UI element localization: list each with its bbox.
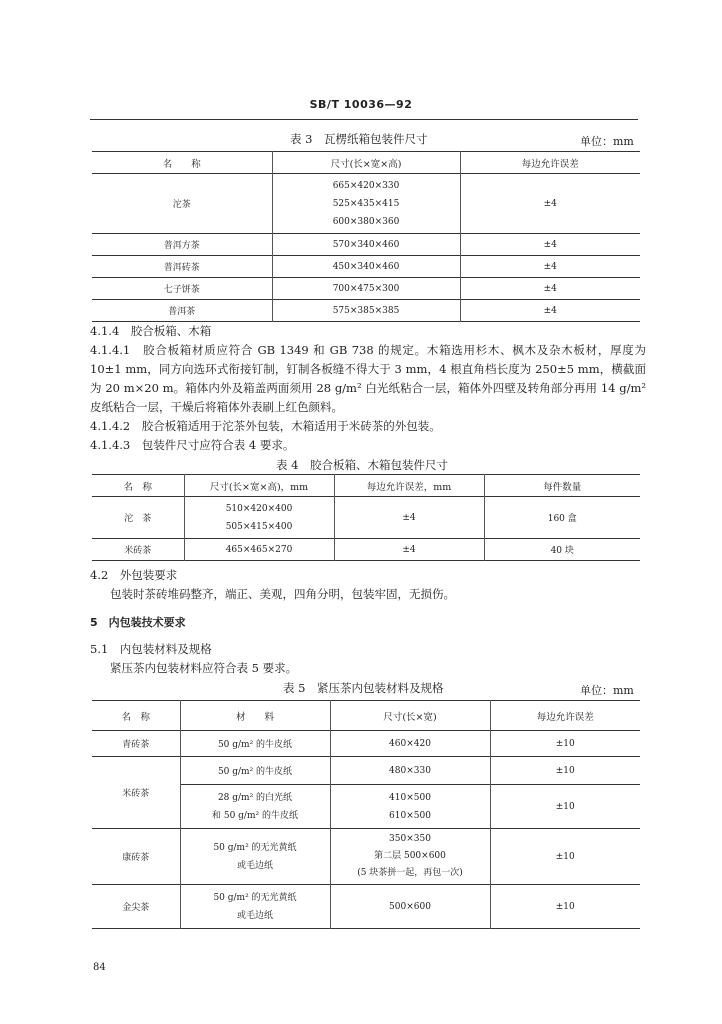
size-value: 665×420×330 (332, 180, 400, 191)
para-5-1: 紧压茶内包装材料应符合表 5 要求。 (110, 661, 298, 675)
row-name: 沱 茶 (92, 497, 184, 539)
col-header-name: 名 称 (92, 152, 272, 174)
para-4-1-4-3: 4.1.4.3 包装件尺寸应符合表 4 要求。 (90, 438, 295, 452)
col-header-name: 名 称 (92, 475, 184, 497)
size-value: 570×340×460 (272, 234, 460, 256)
material-line: 50 g/m² 的无光黄纸 (213, 892, 297, 903)
col-header-size: 尺寸(长×宽×高) (272, 152, 460, 174)
row-size (330, 785, 490, 829)
col-header-tolerance: 每边允许误差 (536, 711, 594, 723)
section-5-1: 5.1 内包装材料及规格 (90, 642, 212, 656)
table-row (92, 278, 640, 300)
size-value: 510×420×400 (225, 503, 293, 514)
material-line: 或毛边纸 (236, 910, 273, 921)
row-name: 沱茶 (92, 174, 272, 234)
material-line: 50 g/m² 的无光黄纸 (213, 842, 297, 853)
table-header-row (92, 475, 640, 497)
row-tolerance: ±4 (543, 305, 557, 316)
size-value: 450×340×460 (272, 256, 460, 278)
col-header-size: 尺寸(长×宽×高)，mm (184, 475, 334, 497)
size-value: 465×465×270 (184, 539, 334, 561)
table-row (92, 731, 640, 757)
table-row (92, 174, 640, 234)
row-material (180, 829, 330, 885)
row-tolerance: ±10 (555, 765, 575, 776)
para-4-1-4-2: 4.1.4.2 胶合板箱适用于沱茶外包装，木箱适用于米砖茶的外包装。 (90, 419, 441, 433)
col-header-tolerance: 每边允许误差 (521, 158, 579, 170)
table3-caption: 表 3 瓦楞纸箱包装件尺寸 (290, 132, 428, 146)
standard-header: SB/T 10036—92 (309, 98, 413, 111)
row-name: 普洱方茶 (92, 234, 272, 256)
col-header-name: 名 称 (92, 701, 180, 731)
row-tolerance: ±4 (334, 539, 484, 561)
table5 (92, 700, 640, 929)
page-number: 84 (93, 962, 106, 973)
section-5: 5 内包装技术要求 (90, 616, 186, 629)
row-name: 普洱砖茶 (92, 256, 272, 278)
row-tolerance: ±10 (555, 851, 575, 862)
material-line: 和 50 g/m² 的牛皮纸 (212, 810, 298, 821)
row-size: 500×600 (330, 885, 490, 929)
table-row (92, 885, 640, 929)
header-rule (90, 119, 638, 120)
row-tolerance: ±10 (555, 801, 575, 812)
para-4-1-4-1: 4.1.4.1 胶合板箱材质应符合 GB 1349 和 GB 738 的规定。木箱选用杉木、枫木及杂木板材，厚度为 10±1 mm，同方向选环式衔接钉制，钉制各板缝不得大于 3 mm，4 根直角档长度为 250±5 mm，横截面为 20 m×20 m。箱体内外及箱盖两面须用 28 g/m² 白光纸粘合一层，箱体外四壁及转角部分再用 14 g/m² 皮纸粘合一层，干燥后将箱体外表刷上红色颜料。 (90, 343, 646, 414)
row-tolerance: ±4 (543, 283, 557, 294)
row-size: 460×420 (330, 731, 490, 757)
table3 (92, 151, 640, 322)
table-row (92, 256, 640, 278)
row-material (180, 785, 330, 829)
para-4-2: 包装时茶砖堆码整齐，端正、美观，四角分明，包装牢固，无损伤。 (110, 587, 455, 601)
row-quantity: 160 盒 (547, 514, 577, 524)
row-name: 青砖茶 (92, 731, 180, 757)
row-name: 米砖茶 (92, 539, 184, 561)
size-value: 第二层 500×600 (374, 851, 446, 861)
row-size (330, 829, 490, 885)
col-header-quantity: 每件数量 (543, 481, 582, 493)
row-size: 480×330 (330, 757, 490, 785)
size-value: 575×385×385 (272, 300, 460, 322)
table-row (92, 234, 640, 256)
table-row (92, 757, 640, 785)
table4 (92, 474, 640, 561)
row-material: 50 g/m² 的牛皮纸 (180, 757, 330, 785)
row-name: 康砖茶 (92, 829, 180, 885)
section-4-1-4: 4.1.4 胶合板箱、木箱 (90, 324, 212, 338)
material-line: 28 g/m² 的白光纸 (217, 792, 293, 803)
table3-unit: 单位：mm (580, 135, 634, 148)
material-line: 或毛边纸 (236, 860, 273, 871)
size-value: 610×500 (389, 810, 431, 821)
size-note: (5 块茶拼一起，再包一次) (357, 868, 463, 878)
table-row (92, 539, 640, 561)
row-sizes (272, 174, 460, 234)
col-header-tolerance: 每边允许误差，mm (334, 475, 484, 497)
row-tolerance: ±10 (555, 738, 575, 749)
table-row (92, 300, 640, 322)
row-name: 米砖茶 (92, 757, 180, 829)
table-row (92, 829, 640, 885)
table-header-row (92, 701, 640, 731)
row-tolerance: ±4 (543, 239, 557, 250)
row-tolerance: ±4 (334, 497, 484, 539)
row-material (180, 885, 330, 929)
row-tolerance: ±4 (543, 198, 557, 209)
row-sizes (184, 497, 334, 539)
row-material: 50 g/m² 的牛皮纸 (180, 731, 330, 757)
size-value: 525×435×415 (332, 198, 400, 209)
row-tolerance: ±4 (543, 261, 557, 272)
table-header-row (92, 152, 640, 174)
size-value: 505×415×400 (225, 521, 293, 532)
table5-caption: 表 5 紧压茶内包装材料及规格 (283, 681, 444, 695)
size-value: 350×350 (389, 834, 431, 844)
row-name: 七子饼茶 (92, 278, 272, 300)
col-header-size: 尺寸(长×宽) (330, 701, 490, 731)
row-tolerance: ±10 (555, 901, 575, 912)
size-value: 600×380×360 (332, 216, 400, 227)
row-quantity: 40 块 (550, 546, 574, 556)
row-name: 普洱茶 (92, 300, 272, 322)
table4-caption: 表 4 胶合板箱、木箱包装件尺寸 (276, 458, 448, 472)
table-row (92, 497, 640, 539)
size-value: 700×475×300 (272, 278, 460, 300)
col-header-material: 材 料 (180, 701, 330, 731)
size-value: 410×500 (389, 792, 431, 803)
section-4-2: 4.2 外包装要求 (90, 568, 178, 582)
row-name: 金尖茶 (92, 885, 180, 929)
table5-unit: 单位：mm (580, 684, 634, 697)
